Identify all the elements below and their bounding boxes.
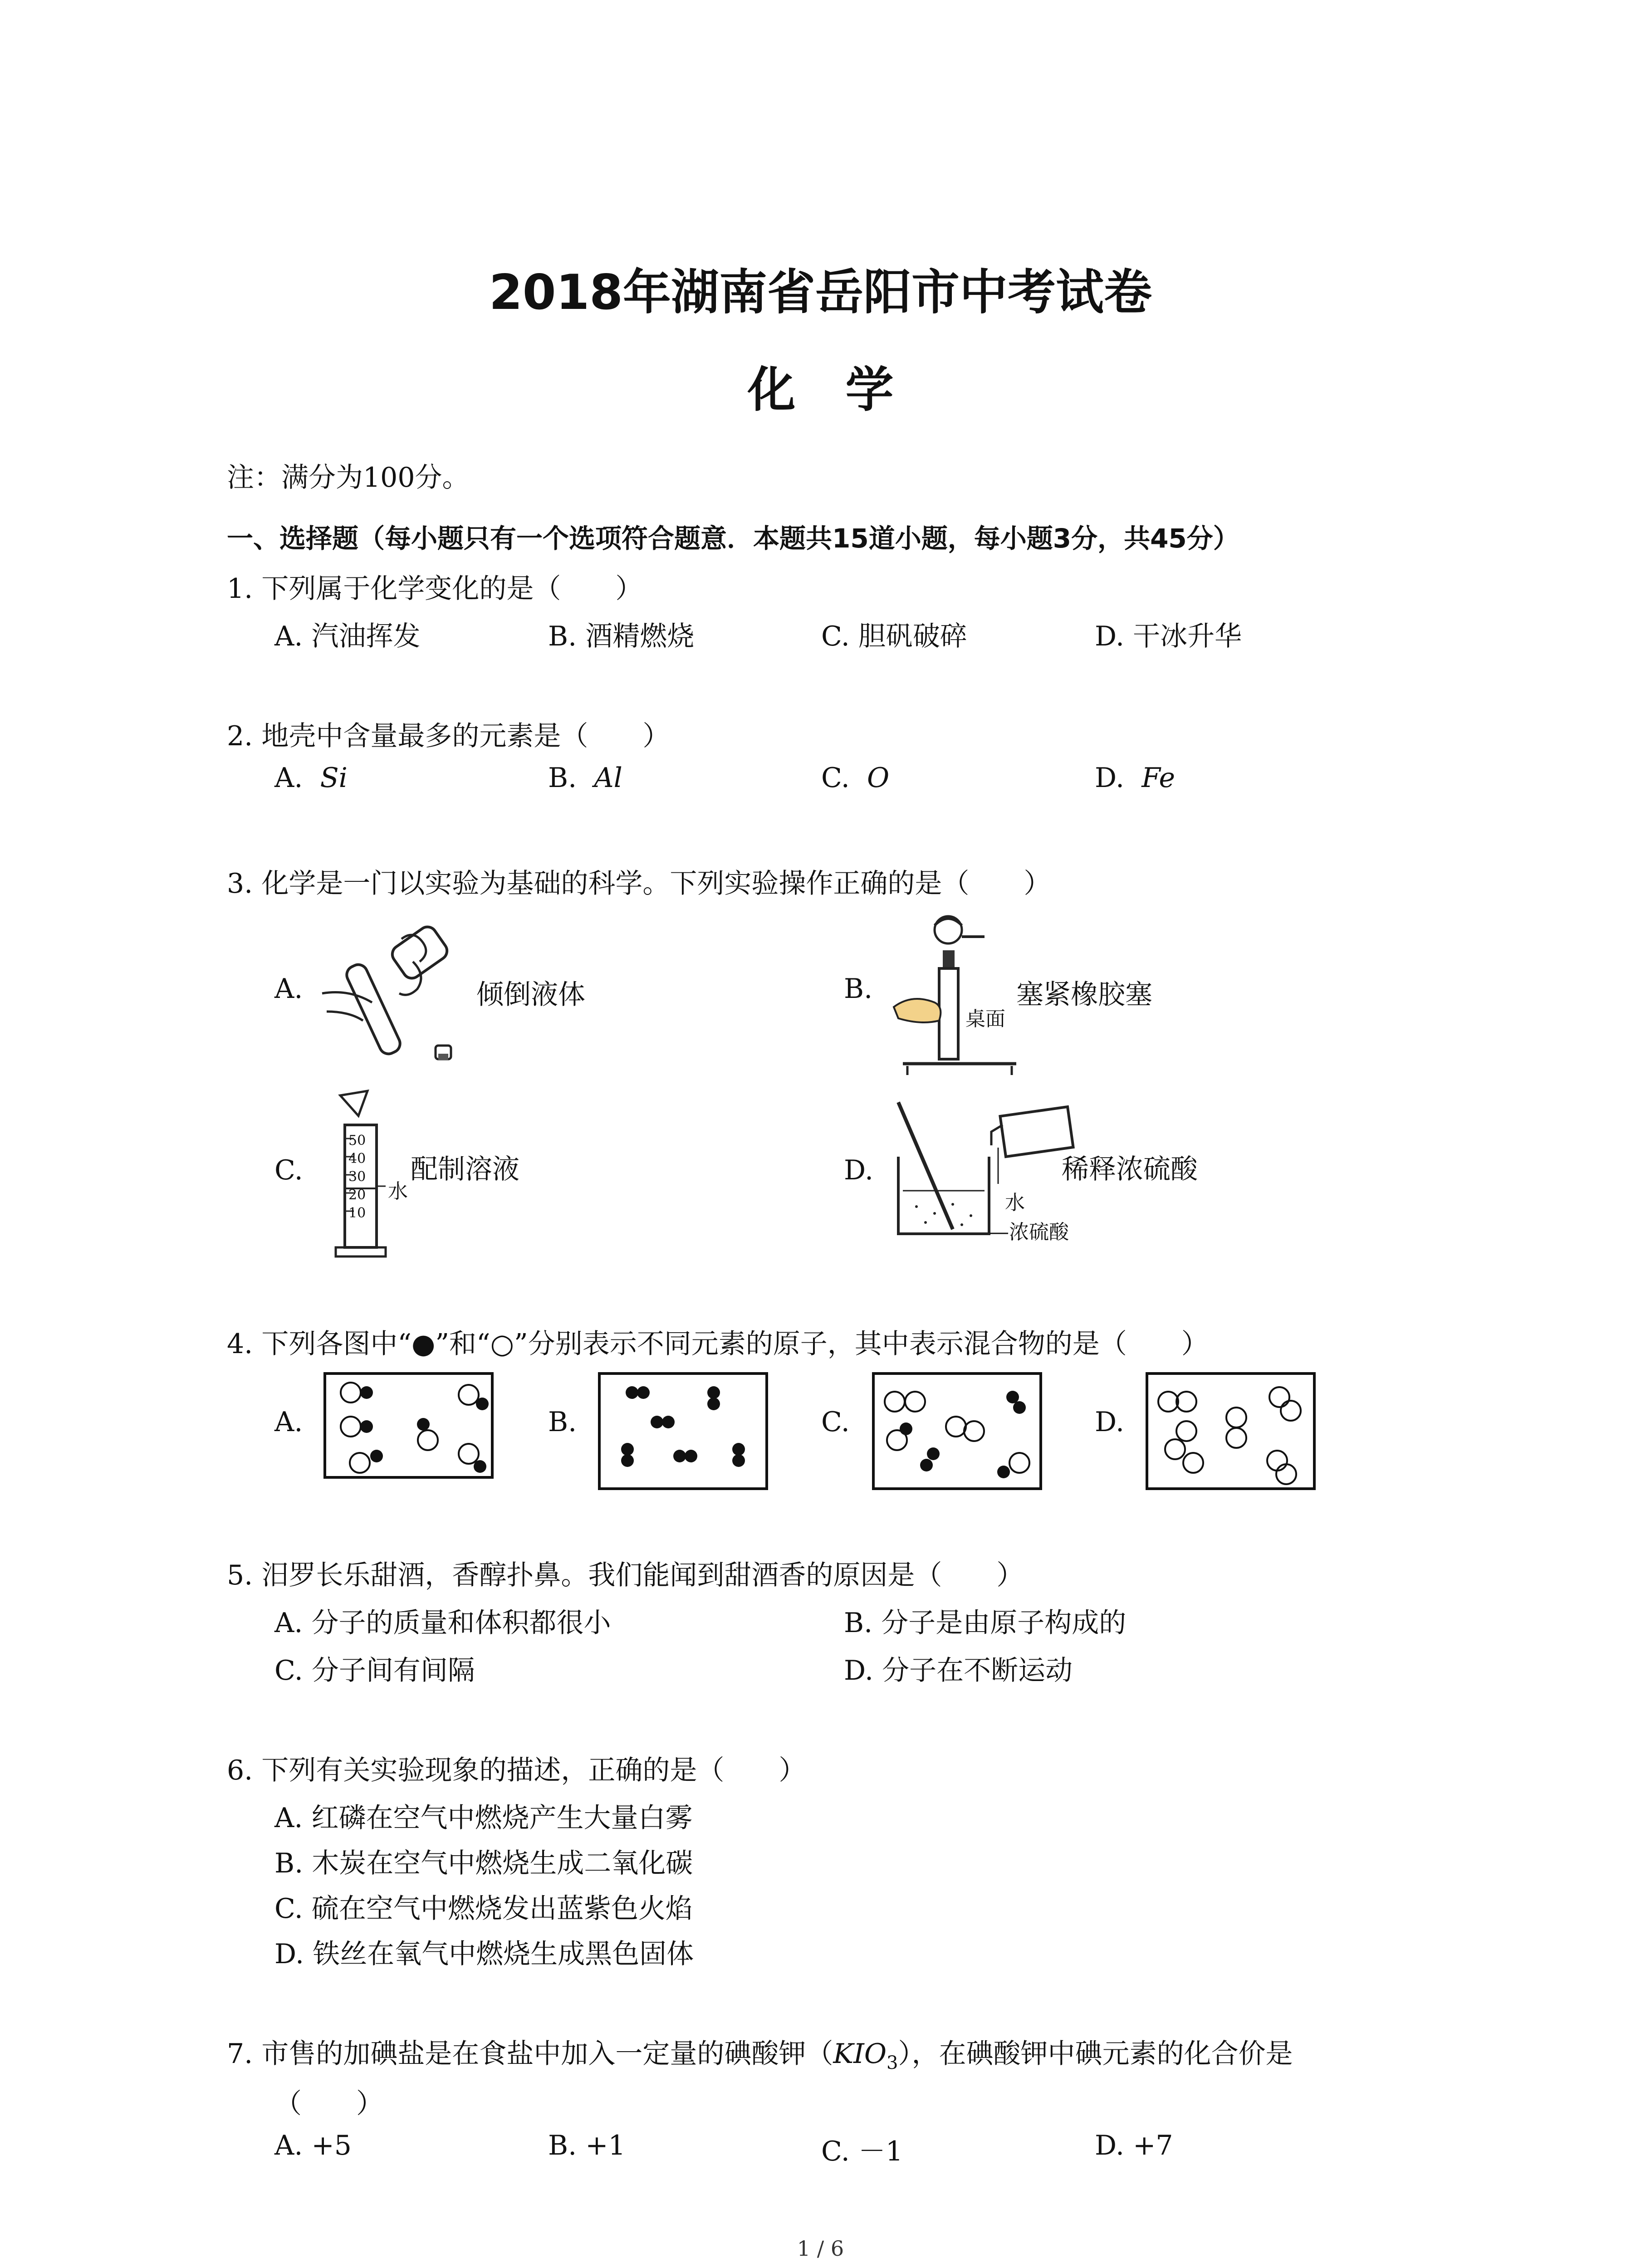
q1-option-a: A. 汽油挥发 — [274, 621, 421, 652]
insert-stopper-illustration — [889, 912, 1025, 1080]
q3-caption-d: 稀释浓硫酸 — [1062, 1154, 1198, 1185]
q4-option-d-letter: D. — [1095, 1406, 1125, 1438]
q4-box-a — [323, 1372, 494, 1479]
q6-option-b: B. 木炭在空气中燃烧生成二氧化碳 — [274, 1848, 693, 1879]
exam-title: 2018年湖南省岳阳市中考试卷 — [489, 264, 1152, 320]
q7-stem-line2: （ ） — [274, 2088, 383, 2120]
q3-water-label-2: 水 — [1005, 1191, 1025, 1214]
q7-option-d: D. +7 — [1095, 2130, 1173, 2161]
q7-formula: KIO — [833, 2038, 887, 2070]
q2-option-b: B. Al — [548, 762, 622, 794]
score-note: 注：满分为100分。 — [227, 462, 470, 494]
subject-title: 化学 — [747, 362, 944, 418]
q6-option-d: D. 铁丝在氧气中燃烧生成黑色固体 — [274, 1938, 694, 1970]
q6-option-c: C. 硫在空气中燃烧发出蓝紫色火焰 — [274, 1893, 693, 1925]
q5-option-d: D. 分子在不断运动 — [844, 1655, 1073, 1686]
q1-stem: 1. 下列属于化学变化的是（ ） — [227, 573, 643, 605]
q3-caption-b: 塞紧橡胶塞 — [1016, 979, 1152, 1011]
q3-caption-a: 倾倒液体 — [476, 979, 585, 1011]
q4-box-c — [872, 1372, 1042, 1490]
q3-option-a-letter: A. — [274, 973, 303, 1005]
q5-option-b: B. 分子是由原子构成的 — [844, 1607, 1127, 1639]
q3-water-label: 水 — [388, 1180, 408, 1203]
section-heading: 一、选择题（每小题只有一个选项符合题意．本题共15道小题，每小题3分，共45分） — [227, 523, 1239, 554]
q2-stem: 2. 地壳中含量最多的元素是（ ） — [227, 720, 670, 752]
q5-stem: 5. 汨罗长乐甜酒，香醇扑鼻。我们能闻到甜酒香的原因是（ ） — [227, 1559, 1024, 1591]
q2-option-d: D. Fe — [1095, 762, 1176, 794]
q1-option-c: C. 胆矾破碎 — [821, 621, 967, 652]
q1-option-d: D. 干冰升华 — [1095, 621, 1242, 652]
q7-option-c: C. －1 — [821, 2136, 903, 2167]
q4-option-b-letter: B. — [548, 1406, 577, 1438]
q7-stem: 7. 市售的加碘盐是在食盐中加入一定量的碘酸钾$(KIO_3)$，在碘酸钾中碘元素的化合价是 — [227, 2038, 1293, 2073]
q3-option-c-letter: C. — [274, 1154, 303, 1186]
q6-stem: 6. 下列有关实验现象的描述，正确的是（ ） — [227, 1755, 806, 1786]
q7-option-a: A. +5 — [274, 2130, 352, 2161]
q3-desk-label: 桌面 — [965, 1007, 1005, 1031]
q4-stem: 4. 下列各图中“●”和“○”分别表示不同元素的原子，其中表示混合物的是（ ） — [227, 1328, 1209, 1360]
q3-stem: 3. 化学是一门以实验为基础的科学。下列实验操作正确的是（ ） — [227, 868, 1051, 899]
q7-option-b: B. +1 — [548, 2130, 626, 2161]
q4-box-d — [1146, 1372, 1316, 1490]
pouring-liquid-illustration — [313, 925, 476, 1070]
q3-acid-label: —浓硫酸 — [989, 1221, 1069, 1244]
q3-option-b-letter: B. — [844, 973, 873, 1005]
q2-option-a: A. Si — [274, 762, 348, 794]
q4-option-c-letter: C. — [821, 1406, 850, 1438]
q4-option-a-letter: A. — [274, 1406, 303, 1438]
q5-option-a: A. 分子的质量和体积都很小 — [274, 1607, 611, 1639]
q1-option-b: B. 酒精燃烧 — [548, 621, 695, 652]
page-number: 1 / 6 — [797, 2236, 844, 2261]
q3-option-d-letter: D. — [844, 1154, 874, 1186]
q4-box-b — [598, 1372, 768, 1490]
q5-option-c: C. 分子间有间隔 — [274, 1655, 475, 1686]
cylinder-scale: 50 40 30 20 10 — [348, 1133, 366, 1221]
q3-caption-c: 配制溶液 — [411, 1154, 519, 1185]
q6-option-a: A. 红磷在空气中燃烧产生大量白雾 — [274, 1802, 693, 1834]
q2-option-c: C. O — [821, 762, 890, 794]
